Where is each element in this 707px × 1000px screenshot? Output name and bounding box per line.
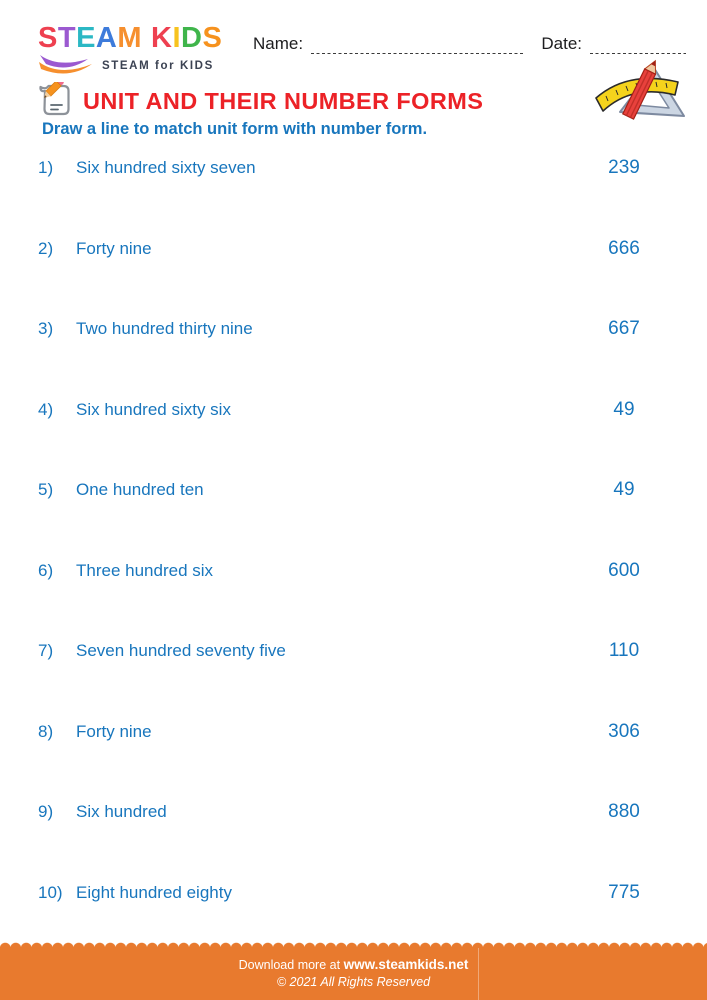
unit-form-text[interactable]: One hundred ten [76, 480, 204, 499]
steam-kids-logo [38, 24, 222, 74]
number-form-value[interactable]: 49 [613, 479, 635, 500]
date-label: Date: [541, 34, 582, 53]
date-fill-line [590, 42, 686, 54]
footer-download-line [0, 957, 707, 972]
unit-form-text[interactable]: Six hundred sixty six [76, 399, 231, 419]
item-number-label: 1) [38, 158, 54, 177]
matching-list [38, 151, 669, 956]
unit-form-text[interactable]: Eight hundred eighty [76, 882, 232, 902]
website-link[interactable]: www.steamkids.net [343, 957, 469, 972]
logo-letter: M [117, 22, 143, 54]
logo-letter: S [202, 22, 223, 54]
number-form-value[interactable]: 600 [608, 559, 640, 581]
copyright-text: © 2021 All Rights Reserved [276, 975, 431, 989]
number-form-value[interactable]: 239 [608, 157, 640, 178]
match-row [38, 151, 669, 232]
unit-form-text[interactable]: Two hundred thirty nine [76, 319, 253, 338]
number-form-value[interactable]: 306 [608, 720, 640, 742]
unit-form-text[interactable]: Seven hundred seventy five [76, 641, 286, 660]
match-row [38, 473, 669, 554]
number-form-value[interactable]: 49 [613, 398, 635, 420]
item-number-label: 6) [38, 560, 54, 580]
match-row [38, 232, 669, 313]
item-number-label: 3) [38, 319, 54, 338]
logo-letter: E [76, 22, 96, 54]
item-number-label: 7) [38, 641, 54, 660]
match-row [38, 393, 669, 474]
geometry-tools-illustration [592, 56, 688, 126]
number-form-value[interactable]: 666 [608, 237, 640, 259]
item-number-label: 4) [38, 399, 54, 419]
item-number-label: 5) [38, 480, 54, 499]
logo-letter: T [57, 22, 77, 54]
title-row [36, 82, 483, 120]
match-row [38, 554, 669, 635]
name-date-row [253, 34, 686, 54]
unit-form-text[interactable]: Six hundred sixty seven [76, 158, 256, 177]
match-row [38, 795, 669, 876]
logo-subtitle: STEAM for KIDS [102, 60, 214, 72]
item-number-label: 9) [38, 802, 54, 821]
logo-letter [142, 24, 151, 53]
instruction-text: Draw a line to match unit form with number form. [42, 120, 428, 138]
item-number-label: 8) [38, 721, 54, 741]
logo-letter: S [38, 22, 58, 54]
download-prefix: Download more at [238, 958, 341, 972]
name-label: Name: [253, 34, 304, 53]
item-number-label: 2) [38, 238, 54, 258]
logo-letter: K [151, 22, 173, 54]
number-form-value[interactable]: 667 [608, 318, 640, 339]
item-number-label: 10) [38, 882, 63, 902]
number-form-value[interactable]: 775 [608, 881, 640, 903]
footer-divider [478, 948, 479, 1000]
logo-letter: A [95, 22, 118, 54]
logo-letter: I [172, 22, 182, 54]
match-row [38, 715, 669, 796]
logo-wordmark [38, 24, 222, 53]
match-row [38, 634, 669, 715]
footer-band [0, 948, 707, 1000]
match-row [38, 312, 669, 393]
logo-swoosh-icon [38, 54, 96, 74]
unit-form-text[interactable]: Forty nine [76, 721, 152, 741]
page-title: UNIT AND THEIR NUMBER FORMS [83, 87, 484, 114]
name-fill-line [311, 42, 525, 54]
number-form-value[interactable]: 880 [608, 801, 640, 822]
number-form-value[interactable]: 110 [608, 640, 640, 661]
pencil-paper-icon [36, 82, 76, 120]
unit-form-text[interactable]: Six hundred [76, 802, 167, 821]
logo-letter: D [181, 22, 203, 54]
unit-form-text[interactable]: Forty nine [76, 238, 152, 258]
unit-form-text[interactable]: Three hundred six [76, 560, 214, 580]
